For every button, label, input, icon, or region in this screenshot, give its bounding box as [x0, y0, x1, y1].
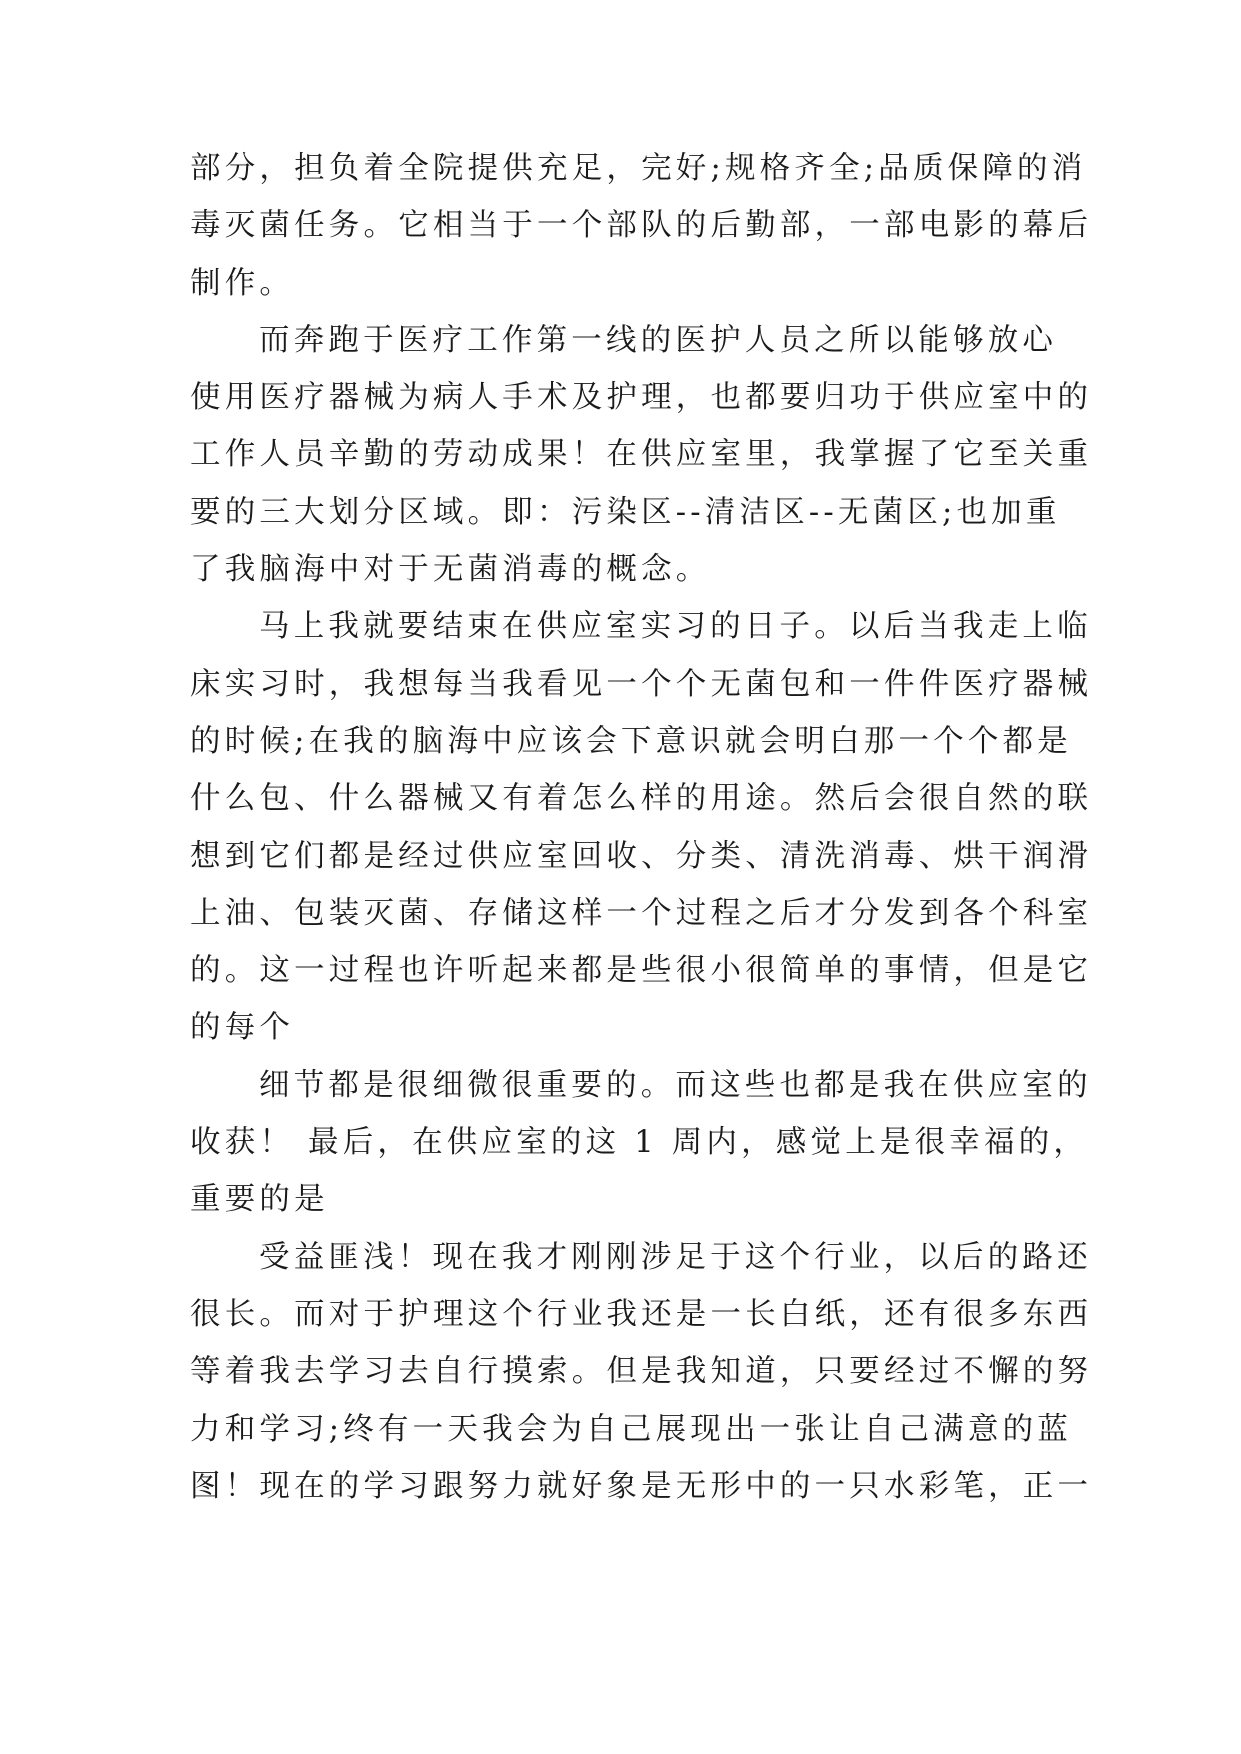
text-line: 等着我去学习去自行摸索。但是我知道，只要经过不懈的努	[190, 1354, 1093, 1390]
text-line: 毒灭菌任务。它相当于一个部队的后勤部，一部电影的幕后	[190, 208, 1093, 244]
text-line: 而奔跑于医疗工作第一线的医护人员之所以能够放心	[259, 322, 1058, 358]
text-line: 部分，担负着全院提供充足，完好;规格齐全;品质保障的消	[190, 151, 1087, 186]
text-line: 想到它们都是经过供应室回收、分类、清洗消毒、烘干润滑	[190, 838, 1093, 874]
text-line: 制作。	[190, 265, 295, 301]
text-line: 床实习时，我想每当我看见一个个无菌包和一件件医疗器械	[190, 666, 1093, 702]
text-line: 重要的是	[190, 1182, 329, 1218]
text-line: 使用医疗器械为病人手术及护理，也都要归功于供应室中的	[190, 380, 1093, 416]
text-line: 什么包、什么器械又有着怎么样的用途。然后会很自然的联	[190, 781, 1093, 817]
text-line: 马上我就要结束在供应室实习的日子。以后当我走上临	[259, 609, 1092, 645]
text-line: 受益匪浅！现在我才刚刚涉足于这个行业，以后的路还	[259, 1239, 1092, 1275]
text-line: 收获！ 最后，在供应室的这 1 周内，感觉上是很幸福的，	[190, 1125, 1089, 1161]
text-line: 了我脑海中对于无菌消毒的概念。	[190, 552, 711, 588]
text-line: 的。这一过程也许听起来都是些很小很简单的事情，但是它	[190, 953, 1093, 989]
text-line: 力和学习;终有一天我会为自己展现出一张让自己满意的蓝	[190, 1411, 1072, 1447]
text-line: 要的三大划分区域。即：污染区--清洁区--无菌区;也加重	[190, 494, 1061, 530]
text-line: 图！现在的学习跟努力就好象是无形中的一只水彩笔，正一	[190, 1468, 1093, 1504]
text-line: 的时候;在我的脑海中应该会下意识就会明白那一个个都是	[190, 723, 1072, 759]
text-line: 的每个	[190, 1010, 295, 1046]
text-line: 细节都是很细微很重要的。而这些也都是我在供应室的	[259, 1067, 1092, 1103]
body-text	[190, 140, 1093, 1515]
text-line: 工作人员辛勤的劳动成果！在供应室里，我掌握了它至关重	[190, 437, 1093, 473]
text-line: 上油、包装灭菌、存储这样一个过程之后才分发到各个科室	[190, 895, 1093, 931]
text-line: 很长。而对于护理这个行业我还是一长白纸，还有很多东西	[190, 1296, 1093, 1332]
